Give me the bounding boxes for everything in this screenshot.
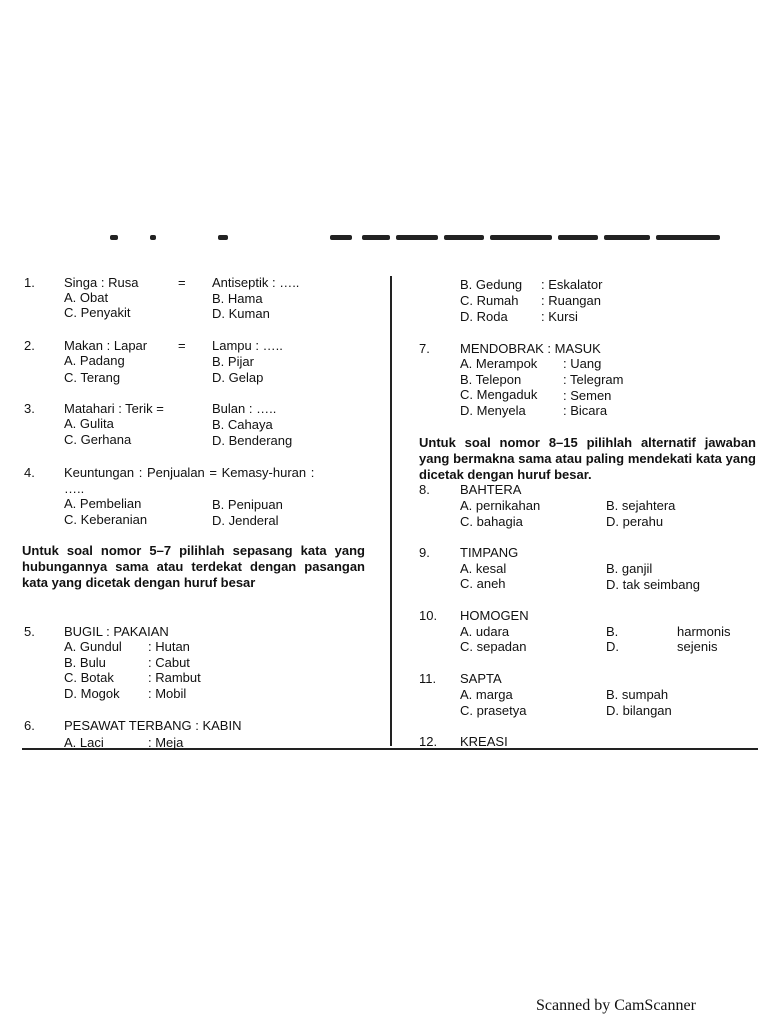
question-number: 10. — [419, 608, 438, 623]
question-number: 12. — [419, 734, 438, 749]
option-b-letter: B. — [606, 624, 619, 639]
option-a: A. Padang — [64, 353, 125, 368]
option-d: D. Jenderal — [212, 513, 279, 528]
option-a: A. udara — [460, 624, 510, 639]
option-d-word: D. Mogok — [64, 686, 120, 701]
option-d: D. bilangan — [606, 703, 672, 718]
question-number: 8. — [419, 482, 430, 497]
option-d-pair: : Mobil — [148, 686, 187, 701]
question-number: 9. — [419, 545, 430, 560]
option-b-word: B. Gedung — [460, 277, 523, 292]
question-rhs: Antiseptik : ….. — [212, 275, 300, 290]
option-a: A. Obat — [64, 290, 109, 305]
option-d: D. Kuman — [212, 306, 270, 321]
clipped-text-line — [110, 233, 720, 242]
option-b-pair: : Telegram — [563, 372, 624, 387]
scanner-watermark: Scanned by CamScanner — [536, 997, 696, 1014]
option-d: D. perahu — [606, 514, 664, 529]
option-a-word: A. Laci — [64, 735, 104, 750]
option-b-value: harmonis — [677, 624, 731, 639]
question-number: 6. — [24, 718, 35, 733]
question-number: 7. — [419, 341, 430, 356]
question-stem: Matahari : Terik = — [64, 401, 164, 416]
option-c-word: C. Rumah — [460, 293, 519, 308]
option-c-pair: : Semen — [563, 388, 612, 403]
question-stem: Makan : Lapar — [64, 338, 148, 353]
option-a-pair: : Uang — [563, 356, 602, 371]
option-c-word: C. Botak — [64, 670, 114, 685]
question-stem: Keuntungan : Penjualan = Kemasy-huran : — [64, 465, 315, 480]
question-stem: SAPTA — [460, 671, 502, 686]
option-b: B. ganjil — [606, 561, 653, 576]
option-b-pair: : Eskalator — [541, 277, 603, 292]
question-stem: BUGIL : PAKAIAN — [64, 624, 169, 639]
option-c: C. prasetya — [460, 703, 527, 718]
equals-sign: = — [178, 338, 186, 353]
option-d-letter: D. — [606, 639, 619, 654]
option-b: B. Cahaya — [212, 417, 273, 432]
equals-sign: = — [178, 275, 186, 290]
question-rhs: Bulan : ….. — [212, 401, 277, 416]
option-d-word: D. Roda — [460, 309, 508, 324]
option-c-pair: : Rambut — [148, 670, 201, 685]
question-continuation: ….. — [64, 481, 85, 496]
option-d-pair: : Bicara — [563, 403, 608, 418]
question-number: 3. — [24, 401, 35, 416]
option-b-word: B. Telepon — [460, 372, 522, 387]
option-c: C. Gerhana — [64, 432, 132, 447]
option-d: D. Gelap — [212, 370, 264, 385]
option-b: B. Penipuan — [212, 497, 283, 512]
option-d-word: D. Menyela — [460, 403, 526, 418]
option-a: A. pernikahan — [460, 498, 541, 513]
option-a-word: A. Merampok — [460, 356, 538, 371]
question-stem: KREASI — [460, 734, 508, 749]
option-c-pair: : Ruangan — [541, 293, 601, 308]
option-a: A. Gulita — [64, 416, 114, 431]
option-b: B. sumpah — [606, 687, 669, 702]
instruction-paragraph: Untuk soal nomor 8–15 pilihlah alternatif jawaban yang bermakna sama atau paling mendekati kata yang dicetak dengan huruf besar. — [419, 435, 756, 482]
option-b-word: B. Bulu — [64, 655, 106, 670]
option-c-word: C. Mengaduk — [460, 387, 538, 402]
question-number: 4. — [24, 465, 35, 480]
question-stem: Singa : Rusa — [64, 275, 139, 290]
question-stem: HOMOGEN — [460, 608, 529, 623]
option-d: D. tak seimbang — [606, 577, 700, 592]
option-d-value: sejenis — [677, 639, 718, 654]
option-b: B. Pijar — [212, 354, 254, 369]
question-rhs: Lampu : ….. — [212, 338, 283, 353]
bottom-rule — [22, 748, 758, 750]
option-d: D. Benderang — [212, 433, 293, 448]
option-a-pair: : Hutan — [148, 639, 190, 654]
question-stem: PESAWAT TERBANG : KABIN — [64, 718, 242, 733]
option-b-pair: : Cabut — [148, 655, 190, 670]
option-a-word: A. Gundul — [64, 639, 122, 654]
option-c: C. Terang — [64, 370, 121, 385]
option-c: C. aneh — [460, 576, 506, 591]
question-stem: MENDOBRAK : MASUK — [460, 341, 601, 356]
option-a-pair: : Meja — [148, 735, 184, 750]
option-d-pair: : Kursi — [541, 309, 578, 324]
question-number: 5. — [24, 624, 35, 639]
instruction-paragraph: Untuk soal nomor 5–7 pilihlah sepasang kata yang hubungannya sama atau terdekat dengan pasangan kata yang dicetak dengan huruf besar — [22, 543, 365, 590]
option-a: A. Pembelian — [64, 496, 142, 511]
option-c: C. bahagia — [460, 514, 523, 529]
option-b: B. sejahtera — [606, 498, 676, 513]
question-number: 11. — [419, 671, 437, 686]
option-c: C. Penyakit — [64, 305, 131, 320]
option-a: A. marga — [460, 687, 513, 702]
option-a: A. kesal — [460, 561, 507, 576]
option-c: C. sepadan — [460, 639, 527, 654]
column-divider — [390, 276, 392, 746]
question-stem: BAHTERA — [460, 482, 522, 497]
option-c: C. Keberanian — [64, 512, 148, 527]
option-b: B. Hama — [212, 291, 263, 306]
question-stem: TIMPANG — [460, 545, 519, 560]
question-number: 2. — [24, 338, 35, 353]
question-number: 1. — [24, 275, 35, 290]
